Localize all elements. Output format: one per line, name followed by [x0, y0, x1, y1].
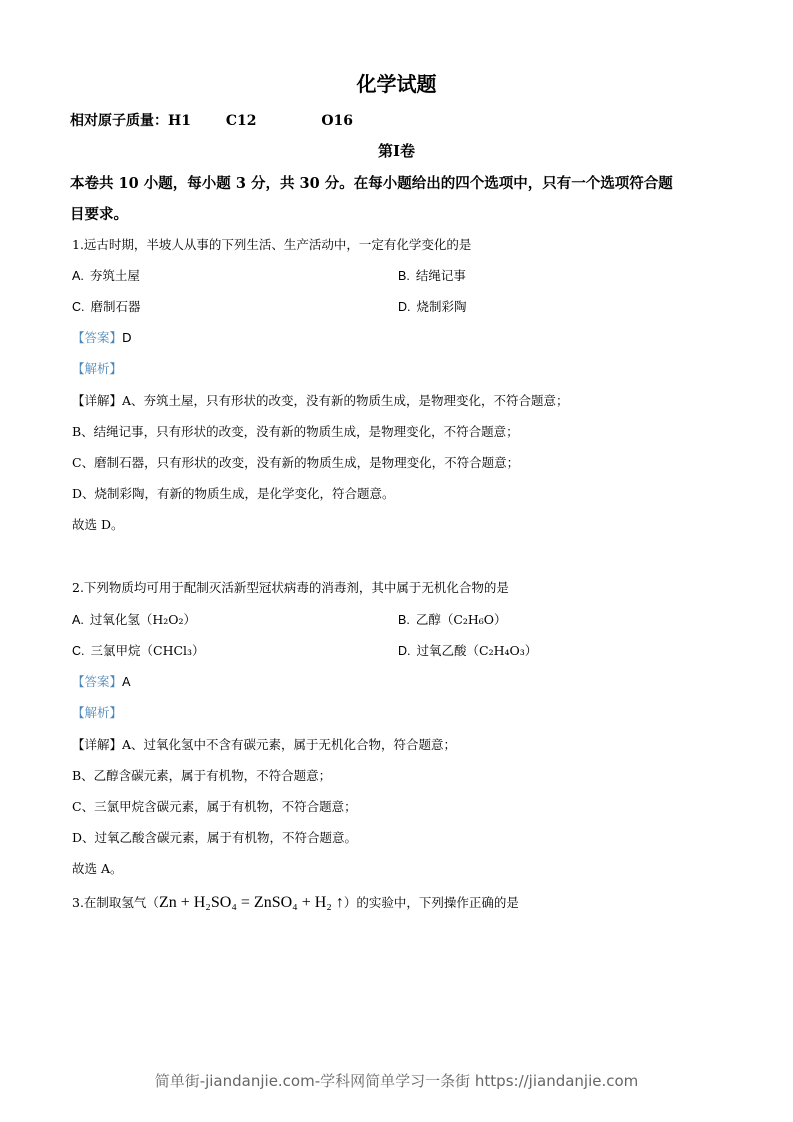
question-1-detail-line-2: B、结绳记事，只有形状的改变，没有新的物质生成，是物理变化，不符合题意；	[72, 424, 519, 439]
answer-value: D	[122, 330, 132, 345]
option-letter: C.	[72, 300, 85, 314]
question-2-option-a	[72, 610, 196, 628]
option-letter: B.	[398, 269, 410, 283]
question-1-option-b	[398, 266, 466, 284]
option-text: 磨制石器	[90, 299, 141, 314]
question-1-answer	[72, 328, 132, 346]
atomic-mass-c: C12	[225, 113, 257, 129]
question-1-option-c	[72, 297, 141, 315]
analysis-label: 【解析】	[72, 361, 123, 376]
chemical-equation: Zn + H₂SO₄ = ZnSO₄ + H₂ ↑	[158, 894, 344, 911]
question-2-answer	[72, 672, 131, 690]
option-letter: C.	[72, 644, 85, 658]
volume-title: 第Ⅰ卷	[377, 142, 416, 160]
option-text: 结绳记事	[415, 268, 466, 283]
question-2-option-d	[398, 641, 537, 659]
option-text: 乙醇（C₂H₆O）	[415, 612, 507, 627]
question-2-analysis-label	[72, 703, 122, 721]
option-text: 三氯甲烷（CHCl₃）	[90, 643, 205, 658]
detail-label: 【详解】	[72, 737, 123, 752]
question-1-option-a	[72, 266, 140, 284]
question-2-detail-line-1	[72, 735, 456, 753]
answer-label: 【答案】	[72, 674, 123, 689]
page-footer-watermark: 简单街-jiandanjie.com-学科网简单学习一条街 https://jiandanjie.com	[154, 1072, 639, 1090]
document-title: 化学试题	[356, 72, 437, 96]
answer-label: 【答案】	[72, 330, 123, 345]
atomic-mass-o: O16	[321, 113, 354, 129]
question-2-detail-line-4: D、过氧乙酸含碳元素，属于有机物，不符合题意。	[72, 830, 358, 845]
question-2-stem: 2.下列物质均可用于配制灭活新型冠状病毒的消毒剂，其中属于无机化合物的是	[72, 580, 509, 595]
option-text: 过氧乙酸（C₂H₄O₃）	[416, 643, 538, 658]
atomic-mass-h: H1	[168, 113, 191, 129]
question-1-analysis-label	[72, 359, 122, 377]
detail-text: A、过氧化氢中不含有碳元素，属于无机化合物，符合题意；	[122, 737, 457, 752]
instructions-line-1: 本卷共 10 小题，每小题 3 分，共 30 分。在每小题给出的四个选项中，只有一个选项符合题	[70, 175, 673, 192]
option-text: 烧制彩陶	[416, 299, 467, 314]
question-2-detail-line-3: C、三氯甲烷含碳元素，属于有机物，不符合题意；	[72, 799, 357, 814]
option-letter: D.	[398, 300, 411, 314]
question-1-stem: 1.远古时期，半坡人从事的下列生活、生产活动中，一定有化学变化的是	[72, 237, 472, 252]
option-text: 夯筑土屋	[89, 268, 140, 283]
answer-value: A	[122, 674, 131, 689]
question-2-option-c	[72, 641, 205, 659]
instructions-line-2: 目要求。	[70, 206, 128, 223]
question-1-conclusion: 故选 D。	[72, 517, 124, 532]
atomic-mass-line	[70, 110, 353, 130]
question-1-detail-line-4: D、烧制彩陶，有新的物质生成，是化学变化，符合题意。	[72, 486, 395, 501]
option-letter: A.	[72, 269, 84, 283]
option-letter: B.	[398, 613, 410, 627]
question-1-option-d	[398, 297, 467, 315]
detail-label: 【详解】	[72, 393, 123, 408]
question-2-option-b	[398, 610, 507, 628]
question-1-detail-line-3: C、磨制石器，只有形状的改变，没有新的物质生成，是物理变化，不符合题意；	[72, 455, 520, 470]
stem-prefix: 3.在制取氢气（	[72, 895, 159, 910]
option-letter: D.	[398, 644, 411, 658]
question-1-detail-line-1	[72, 391, 569, 409]
option-text: 过氧化氢（H₂O₂）	[89, 612, 196, 627]
question-2-detail-line-2: B、乙醇含碳元素，属于有机物，不符合题意；	[72, 768, 332, 783]
detail-text: A、夯筑土屋，只有形状的改变，没有新的物质生成，是物理变化，不符合题意；	[122, 393, 569, 408]
stem-suffix: ）的实验中，下列操作正确的是	[343, 895, 519, 910]
atomic-mass-label: 相对原子质量：	[70, 113, 168, 129]
analysis-label: 【解析】	[72, 705, 123, 720]
question-3-stem	[72, 893, 519, 912]
question-2-conclusion: 故选 A。	[72, 861, 123, 876]
option-letter: A.	[72, 613, 84, 627]
